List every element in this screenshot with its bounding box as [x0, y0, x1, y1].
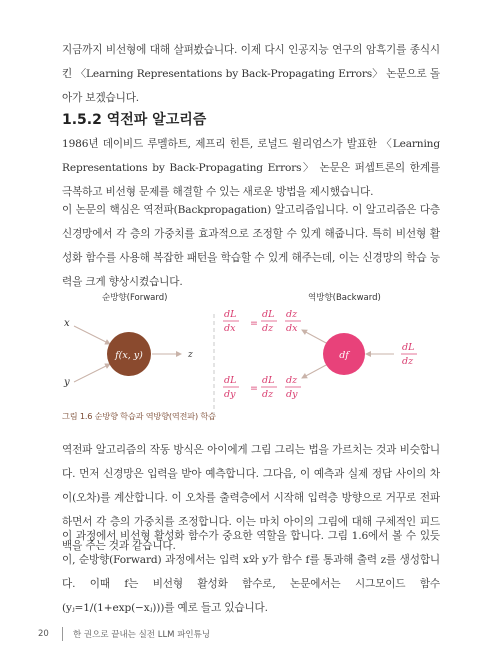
grad-top-mid2: dz dx — [286, 309, 298, 334]
grad-right: dL dz — [402, 342, 415, 367]
grad-top-left: dL dx — [224, 309, 237, 334]
backward-title: 역방향(Backward) — [308, 293, 381, 303]
grad-top-group — [224, 309, 298, 334]
grad-bottom-mid2: dz dy — [286, 375, 298, 400]
arrow-x-to-f — [74, 326, 110, 344]
page-footer — [38, 626, 210, 642]
eq-top: = — [250, 318, 258, 329]
section-paragraph-1: 1986년 데이비드 루멜하트, 제프리 힌튼, 로널드 윌리엄스가 발표한 〈Learning Representations by Back-Propagating Errors〉 논문은 퍼셉트론의 한계를 극복하고 비선형 문제를 해결할 수 있는 새로운 방법을 제시했습니다. — [62, 138, 440, 198]
forward-node-label: f(x, y) — [115, 350, 143, 361]
intro-paragraph: 지금까지 비선형에 대해 살펴봤습니다. 이제 다시 인공지능 연구의 암흑기를 종식시킨 〈Learning Representations by Back-Propagating Errors〉 논문으로 돌아가 보겠습니다. — [62, 44, 440, 104]
figure-caption: 그림 1.6 순방향 학습과 역방향(역전파) 학습 — [62, 411, 216, 421]
backward-node-label: df — [339, 350, 349, 361]
grad-bottom-mid1: dL dz — [262, 375, 275, 400]
grad-right-group — [402, 342, 414, 367]
input-x-label: x — [64, 318, 70, 329]
after-paragraph-1: 역전파 알고리즘의 작동 방식은 아이에게 그림 그리는 법을 가르치는 것과 비슷합니다. 먼저 신경망은 입력을 받아 예측합니다. 그다음, 이 예측과 실제 정답 사이의 차이(오차)를 계산합니다. 이 오차를 출력층에서 시작해 입력층 방향으로 거꾸로 전파하면서 각 층의 가중치를 조정합니다. 이는 마치 아이의 그림에 대해 구체적인 피드백을 주는 것과 같습니다. — [62, 444, 440, 552]
input-y-label: y — [64, 377, 70, 388]
section-paragraph-2: 이 논문의 핵심은 역전파(Backpropagation) 알고리즘입니다. 이 알고리즘은 다층 신경망에서 각 층의 가중치를 효과적으로 조정할 수 있게 해줍니다. 특히 비선형 활성화 함수를 사용해 복잡한 패턴을 학습할 수 있게 해주는데, 이는 신경망의 학습 능력을 크게 향상시켰습니다. — [62, 204, 440, 288]
eq-bottom: = — [250, 383, 258, 394]
after-paragraph-2: 이 과정에서 비선형 활성화 함수가 중요한 역할을 합니다. 그림 1.6에서 볼 수 있듯이, 순방향(Forward) 과정에서는 입력 x와 y가 함수 f를 통과해 출력 z를 생성합니다. 이때 f는 비선형 활성화 함수로, 논문에서는 시그모이드 함수(yⱼ=1/(1+exp(−xⱼ)))를 예로 들고 있습니다. — [62, 530, 440, 614]
grad-bottom-group — [224, 375, 298, 400]
page-number: 20 — [38, 629, 49, 639]
arrow-df-to-bottom — [302, 364, 328, 378]
footer-separator — [62, 627, 63, 641]
grad-bottom-left: dL dy — [224, 375, 237, 400]
backprop-diagram — [40, 286, 460, 426]
output-z-label: z — [188, 350, 193, 360]
grad-top-mid1: dL dz — [262, 309, 275, 334]
arrow-y-to-f — [74, 364, 110, 382]
forward-title: 순방향(Forward) — [102, 293, 168, 303]
section-heading: 1.5.2 역전파 알고리즘 — [62, 112, 207, 128]
book-title: 한 권으로 끝내는 실전 LLM 파인튜닝 — [73, 630, 211, 640]
arrow-df-to-top — [302, 330, 328, 344]
